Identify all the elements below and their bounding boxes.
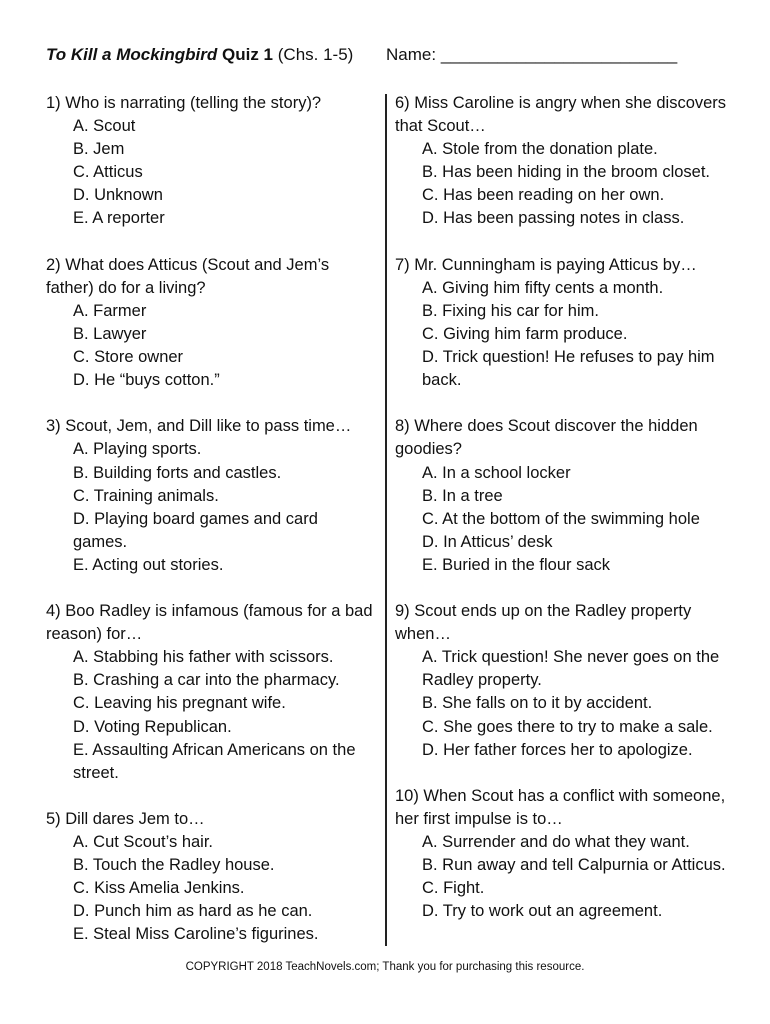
- answer-option: D. Trick question! He refuses to pay him back.: [422, 348, 715, 390]
- answer-option: A. Surrender and do what they want.: [422, 833, 690, 851]
- answer-option: C. Store owner: [73, 348, 184, 367]
- column-divider: [385, 94, 387, 946]
- book-title: To Kill a Mockingbird: [46, 45, 218, 64]
- answer-option: C. Kiss Amelia Jenkins.: [73, 879, 245, 898]
- chapter-range: (Chs. 1-5): [277, 45, 354, 64]
- answer-option: C. Giving him farm produce.: [422, 324, 628, 343]
- quiz-label: Quiz 1: [222, 45, 274, 64]
- copyright-footer: COPYRIGHT 2018 TeachNovels.com; Thank you for purchasing this resource.: [185, 961, 585, 973]
- question-block: [46, 415, 374, 577]
- answer-option: C. Has been reading on her own.: [422, 186, 665, 205]
- answer-option: D. Playing board games and card games.: [73, 509, 318, 551]
- question-block: [46, 254, 374, 393]
- answer-option: D. Punch him as hard as he can.: [73, 902, 313, 921]
- answer-option: A. Stabbing his father with scissors.: [73, 648, 334, 667]
- answer-option: B. Jem: [73, 140, 125, 159]
- name-line: _________________________: [440, 45, 678, 64]
- answer-option: E. A reporter: [73, 209, 165, 228]
- question-block: [46, 600, 374, 785]
- answer-option: C. Atticus: [73, 163, 143, 182]
- answer-option: A. Trick question! She never goes on the Radley property.: [422, 648, 720, 690]
- answer-option: A. Scout: [73, 117, 136, 136]
- answer-option: B. Has been hiding in the broom closet.: [422, 163, 711, 182]
- question-block: [395, 254, 735, 393]
- question-prompt: 7) Mr. Cunningham is paying Atticus by…: [395, 255, 697, 274]
- left-question-column: [46, 92, 374, 946]
- answer-option: B. Building forts and castles.: [73, 463, 282, 482]
- answer-option: C. Leaving his pregnant wife.: [73, 694, 286, 713]
- answer-option: A. Cut Scout’s hair.: [73, 833, 214, 851]
- name-field: [386, 45, 677, 65]
- answer-option: C. Training animals.: [73, 486, 219, 505]
- answer-option: D. Has been passing notes in class.: [422, 209, 685, 228]
- answer-option: B. Touch the Radley house.: [73, 856, 275, 875]
- answer-option: E. Buried in the flour sack: [422, 555, 611, 574]
- right-question-column: [395, 92, 735, 923]
- answer-option: B. Run away and tell Calpurnia or Atticus.: [422, 856, 726, 875]
- answer-option: C. Fight.: [422, 879, 485, 898]
- answer-option: E. Steal Miss Caroline’s figurines.: [73, 925, 319, 944]
- question-prompt: 6) Miss Caroline is angry when she discovers that Scout…: [395, 94, 727, 136]
- question-block: [46, 92, 374, 231]
- question-prompt: 3) Scout, Jem, and Dill like to pass time…: [46, 417, 352, 436]
- question-prompt: 8) Where does Scout discover the hidden goodies?: [395, 417, 698, 459]
- question-prompt: 10) When Scout has a conflict with someone, her first impulse is to…: [395, 786, 726, 828]
- answer-option: C. At the bottom of the swimming hole: [422, 509, 700, 528]
- answer-option: D. Voting Republican.: [73, 717, 232, 736]
- answer-option: A. In a school locker: [422, 463, 571, 482]
- answer-option: A. Giving him fifty cents a month.: [422, 278, 664, 297]
- answer-option: D. He “buys cotton.”: [73, 371, 220, 390]
- question-block: [395, 92, 735, 231]
- question-prompt: 9) Scout ends up on the Radley property when…: [395, 602, 692, 644]
- answer-option: A. Playing sports.: [73, 440, 202, 459]
- question-block: [46, 808, 374, 947]
- question-block: [395, 785, 735, 924]
- answer-option: C. She goes there to try to make a sale.: [422, 717, 713, 736]
- answer-option: B. Fixing his car for him.: [422, 301, 599, 320]
- quiz-title: [46, 45, 353, 65]
- answer-option: D. In Atticus’ desk: [422, 532, 553, 551]
- question-block: [395, 415, 735, 577]
- answer-option: B. She falls on to it by accident.: [422, 694, 653, 713]
- question-prompt: 5) Dill dares Jem to…: [46, 809, 205, 828]
- question-prompt: 2) What does Atticus (Scout and Jem’s father) do for a living?: [46, 255, 330, 297]
- question-prompt: 4) Boo Radley is infamous (famous for a bad reason) for…: [46, 602, 373, 644]
- name-label: Name:: [386, 45, 437, 64]
- answer-option: D. Her father forces her to apologize.: [422, 740, 693, 759]
- answer-option: A. Farmer: [73, 301, 147, 320]
- answer-option: B. In a tree: [422, 486, 503, 505]
- question-prompt: 1) Who is narrating (telling the story)?: [46, 94, 322, 112]
- answer-option: D. Try to work out an agreement.: [422, 902, 663, 921]
- answer-option: B. Crashing a car into the pharmacy.: [73, 671, 340, 690]
- answer-option: A. Stole from the donation plate.: [422, 140, 658, 159]
- answer-option: B. Lawyer: [73, 324, 147, 343]
- question-block: [395, 600, 735, 762]
- answer-option: D. Unknown: [73, 186, 163, 205]
- answer-option: E. Assaulting African Americans on the street.: [73, 740, 356, 782]
- answer-option: E. Acting out stories.: [73, 555, 224, 574]
